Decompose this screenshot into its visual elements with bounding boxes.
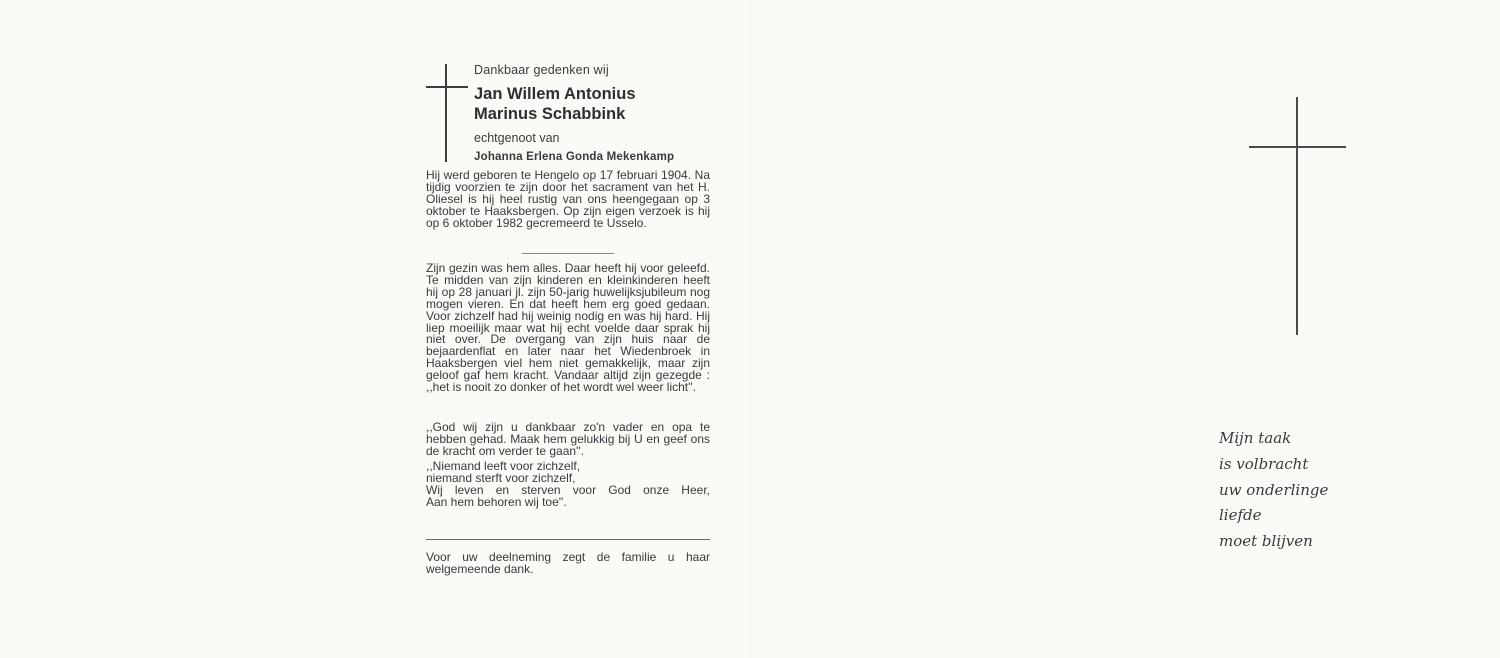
large-cross-horizontal-bar (1249, 146, 1346, 148)
poem-quote (426, 461, 710, 509)
header-block (474, 62, 754, 165)
intro-text: Dankbaar gedenken wij (474, 63, 609, 77)
verse-line: Mijn taak (1219, 429, 1292, 447)
deceased-name-line-1: Jan Willem Antonius (474, 85, 636, 103)
family-paragraph-text: Zijn gezin was hem alles. Daar heeft hij voor geleefd. Te midden van zijn kinderen en kleinkinderen heeft hij op 28 januari jl. zijn 50-jarig huwelijksjubileum nog mogen vieren. En dat heeft hem erg goed gedaan. Voor zichzelf had hij weinig nodig en was hij hard. Hij liep moeilijk maar wat hij echt voelde daar sprak hij niet over. De overgang van zijn huis naar de bejaardenflat en later naar het Wiedenbroek in Haaksbergen viel hem niet gemakkelijk, maar zijn geloof gaf hem kracht. Vandaar altijd zijn gezegde : ,,het is nooit zo donker of het wordt wel weer licht''. (426, 261, 710, 395)
divider-long (426, 539, 710, 540)
verse-line: moet blijven (1219, 532, 1313, 551)
cross-horizontal-bar (426, 86, 468, 88)
large-cross-vertical-bar (1296, 97, 1298, 335)
prayer-paragraph-text: ,,God wij zijn u dankbaar zo'n vader en opa te hebben gehad. Maak hem gelukkig bij U en geef ons de kracht om verder te gaan''. (426, 420, 710, 458)
thanks-paragraph-text: Voor uw deelneming zegt de familie u haar welgemeende dank. (426, 550, 710, 576)
cross-vertical-bar (445, 64, 447, 162)
spouse-label: echtgenoot van (474, 131, 560, 145)
birth-paragraph (426, 170, 710, 230)
cross-icon (426, 64, 468, 162)
deceased-name-line-2: Marinus Schabbink (474, 105, 626, 123)
birth-paragraph-text: Hij werd geboren te Hengelo op 17 februari 1904. Na tijdig voorzien te zijn door het sacrament van het H. Oliesel is hij heel rustig van ons heengegaan op 3 oktober te Haaksbergen. Op zijn eigen verzoek is hij op 6 oktober 1982 gecremeerd te Usselo. (426, 168, 710, 230)
prayer-paragraph (426, 422, 710, 458)
family-paragraph (426, 263, 710, 394)
large-cross-icon (1249, 97, 1346, 335)
poem-line: Wij leven en sterven voor God onze Heer, (426, 482, 710, 497)
verse-quote (1219, 426, 1419, 555)
poem-line: niemand sterft voor zichzelf, (426, 470, 576, 485)
divider-short (522, 253, 614, 254)
thanks-paragraph (426, 552, 710, 576)
spouse-name: Johanna Erlena Gonda Mekenkamp (474, 151, 675, 163)
verse-line: uw onderlinge (1219, 480, 1329, 499)
deceased-name (474, 84, 754, 124)
poem-line: Aan hem behoren wij toe''. (426, 494, 567, 509)
poem-line: ,,Niemand leeft voor zichzelf, (426, 459, 581, 473)
verse-line: liefde (1219, 506, 1262, 525)
verse-line: is volbracht (1219, 454, 1309, 473)
